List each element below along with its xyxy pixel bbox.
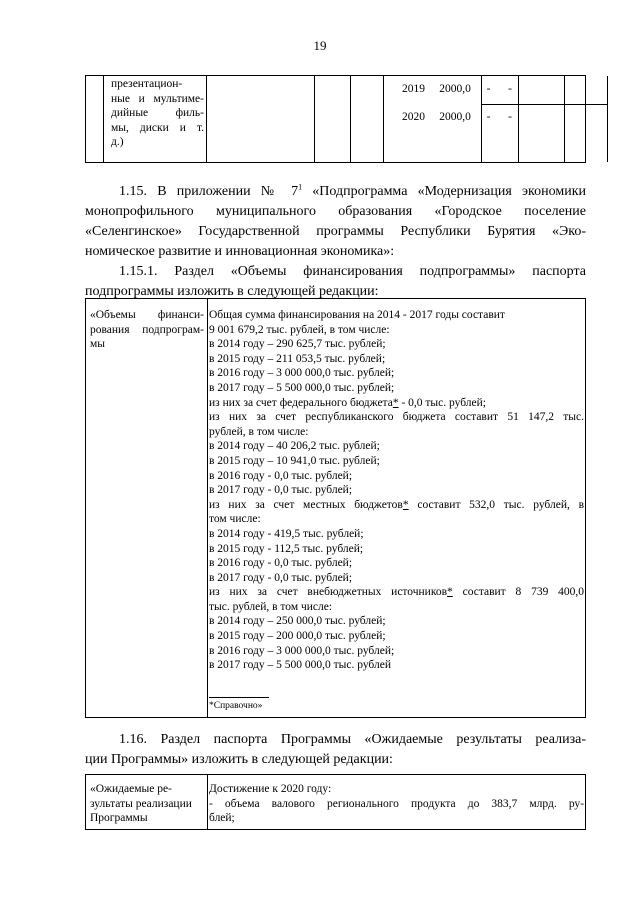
content-line: в 2015 году - 112,5 тыс. рублей; [209, 542, 364, 555]
content-line: в 2014 году – 40 206,2 тыс. рублей; [209, 440, 380, 453]
content-line: в 2017 году – 5 500 000,0 тыс. рублей [209, 659, 391, 672]
expected-results-table [85, 774, 586, 830]
funding-volumes-table [85, 298, 586, 718]
footnote-separator [209, 697, 269, 698]
content-line: в 2017 году - 0,0 тыс. рублей; [209, 571, 353, 584]
content-line: в 2015 году – 211 053,5 тыс. рублей; [209, 352, 386, 365]
description-line: дийные филь- [111, 107, 204, 120]
paragraph-line: ции Программы» изложить в следующей редакции: [85, 752, 393, 767]
content-line: из них за счет федерального бюджета* - 0,0 тыс. рублей; [209, 396, 486, 409]
content-line: том числе: [209, 513, 261, 526]
description-line: ные и мультиме- [111, 92, 204, 105]
content-line: в 2014 году – 290 625,7 тыс. рублей; [209, 338, 386, 351]
label-line: «Объемы финанси- [90, 309, 204, 321]
year-cell: 2019 [402, 83, 425, 95]
content-line: в 2014 году - 419,5 тыс. рублей; [209, 527, 364, 540]
label-line: «Ожидаемые ре- [90, 783, 172, 795]
content-line: в 2016 году – 3 000 000,0 тыс. рублей; [209, 367, 395, 380]
content-line: в 2015 году – 200 000,0 тыс. рублей; [209, 630, 386, 643]
footnote: *Справочно» [209, 701, 263, 711]
funding-table-continuation [85, 75, 586, 163]
content-line: в 2016 году - 0,0 тыс. рублей; [209, 557, 353, 570]
paragraph-line: монопрофильного муниципального образования «Городское поселение [85, 204, 586, 219]
content-line: 9 001 679,2 тыс. рублей, в том числе: [209, 323, 390, 336]
content-line: в 2016 году – 3 000 000,0 тыс. рублей; [209, 644, 395, 657]
content-line: в 2017 году - 0,0 тыс. рублей; [209, 484, 353, 497]
content-line: из них за счет внебюджетных источников* составит 8 739 400,0 [209, 586, 584, 599]
table1-description [111, 77, 204, 150]
amount-cell: 2000,0 [439, 111, 471, 123]
description-line: д.) [111, 136, 124, 149]
paragraph-1-15-1 [85, 262, 586, 302]
dash-cell: - [508, 111, 512, 123]
funding-volumes-content [209, 308, 584, 673]
label-line: зультаты реализации [90, 797, 192, 810]
expected-results-label [90, 782, 204, 826]
content-line: в 2016 году - 0,0 тыс. рублей; [209, 469, 353, 482]
paragraph-line: 1.15.1. Раздел «Объемы финансирования подпрограммы» паспорта [119, 264, 586, 279]
paragraph-line: номическое развитие и инновационная экономика»: [85, 244, 395, 259]
label-line: мы [90, 338, 106, 351]
page-number: 19 [313, 38, 327, 53]
paragraph-1-15 [85, 182, 586, 262]
dash-cell: - [486, 83, 491, 95]
content-line: в 2015 году – 10 941,0 тыс. рублей; [209, 454, 380, 467]
content-line: блей; [209, 812, 235, 825]
year-cell: 2020 [402, 111, 425, 123]
paragraph-line: 1.16. Раздел паспорта Программы «Ожидаемые результаты реализа- [119, 732, 586, 747]
paragraph-line: «Селенгинское» Государственной программы Республики Бурятия «Эко- [85, 224, 586, 239]
description-line: презентацион- [111, 78, 183, 90]
content-line: тыс. рублей, в том числе: [209, 600, 333, 613]
dash-cell: - [508, 83, 512, 95]
content-line: в 2017 году – 5 500 000,0 тыс. рублей; [209, 381, 395, 394]
content-line: Достижение к 2020 году: [209, 783, 332, 795]
content-line: из них за счет местных бюджетов* составит 532,0 тыс. рублей, в [209, 498, 585, 511]
funding-volumes-label [90, 308, 204, 352]
content-line: в 2014 году – 250 000,0 тыс. рублей; [209, 615, 386, 628]
paragraph-1-16 [85, 730, 586, 770]
expected-results-content [209, 782, 584, 826]
content-line: рублей, в том числе: [209, 425, 309, 438]
paragraph-line: 1.15. В приложении № $7^1$ «Подпрограмма «Модернизация экономики [119, 182, 586, 199]
label-line: Программы [90, 812, 148, 825]
description-line: мы, диски и т. [111, 121, 204, 134]
label-line: рования подпрограм- [90, 323, 204, 336]
amount-cell: 2000,0 [439, 83, 471, 95]
content-line: Общая сумма финансирования на 2014 - 2017 годы составит [209, 309, 505, 321]
content-line: из них за счет республиканского бюджета составит 51 147,2 тыс. [209, 411, 584, 424]
dash-cell: - [486, 111, 491, 123]
content-line: - объема валового регионального продукта до 383,7 млрд. ру- [209, 797, 584, 810]
paragraph-line: подпрограммы изложить в следующей редакции: [85, 284, 379, 299]
